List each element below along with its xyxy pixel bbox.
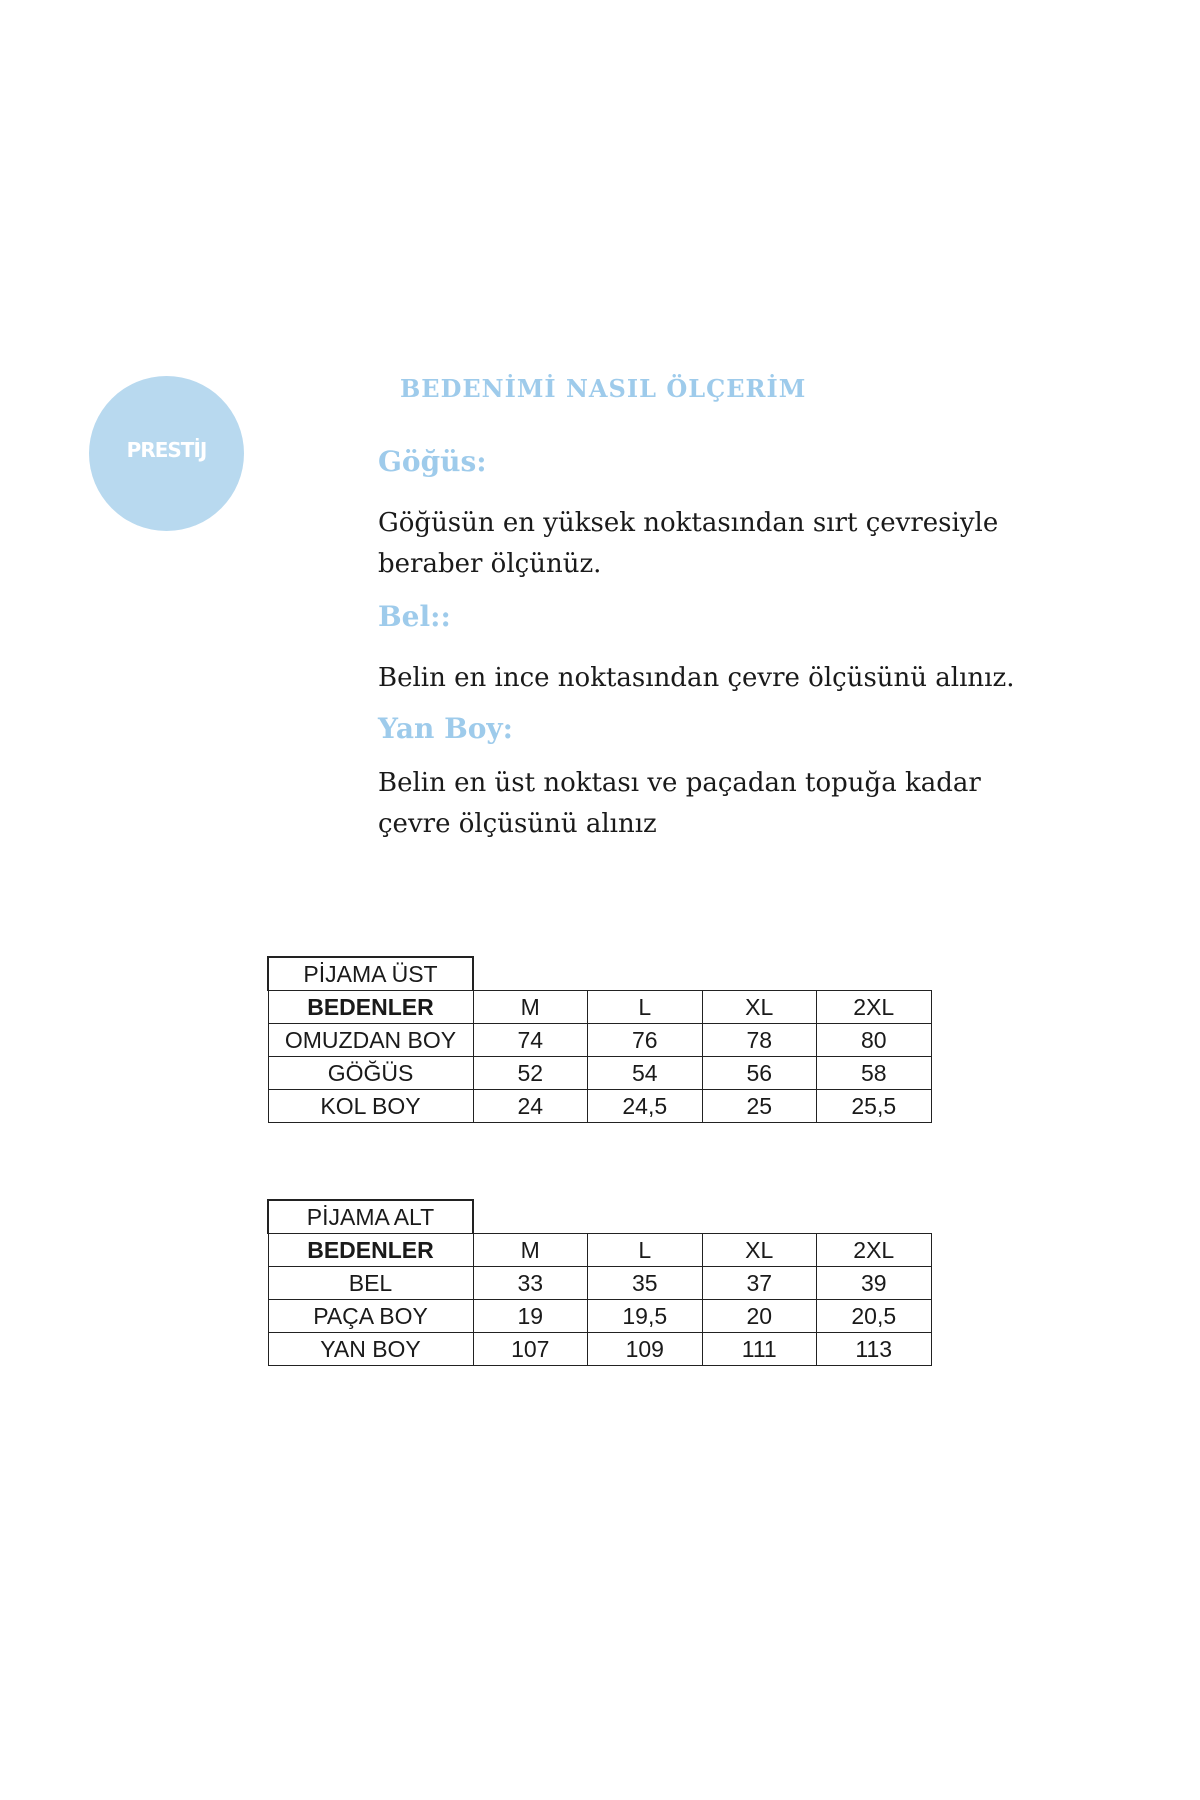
table-header-size: M	[473, 1234, 588, 1267]
brand-logo	[89, 376, 244, 531]
table-row-label: KOL BOY	[268, 1090, 473, 1123]
table-cell: 24	[473, 1090, 588, 1123]
table-caption-row	[268, 1200, 931, 1234]
table-cell: 25,5	[817, 1090, 932, 1123]
table-header-size: XL	[702, 991, 817, 1024]
table-row-label: GÖĞÜS	[268, 1057, 473, 1090]
table-cell: 113	[817, 1333, 932, 1366]
table-cell: 20	[702, 1300, 817, 1333]
table-header-label: BEDENLER	[268, 1234, 473, 1267]
table-cell: 54	[588, 1057, 703, 1090]
section-heading-yan-boy: Yan Boy:	[378, 712, 514, 745]
table-cell: 37	[702, 1267, 817, 1300]
table-cell: 56	[702, 1057, 817, 1090]
section-body-line: Göğüsün en yüksek noktasından sırt çevresiyle	[378, 508, 999, 538]
table-cell: 39	[817, 1267, 932, 1300]
table-caption-row	[268, 957, 931, 991]
table-cell: 111	[702, 1333, 817, 1366]
section-heading-bel: Bel::	[378, 600, 451, 633]
table-row-label: OMUZDAN BOY	[268, 1024, 473, 1057]
table-cell: 20,5	[817, 1300, 932, 1333]
table-header-row	[268, 991, 931, 1024]
table-header-row	[268, 1234, 931, 1267]
page-title: BEDENİMİ NASIL ÖLÇERİM	[400, 374, 807, 403]
table-cell: 109	[588, 1333, 703, 1366]
table-header-label: BEDENLER	[268, 991, 473, 1024]
table-cell: 19,5	[588, 1300, 703, 1333]
table-cell: 58	[817, 1057, 932, 1090]
section-heading-gogus: Göğüs:	[378, 445, 487, 478]
table-cell: 107	[473, 1333, 588, 1366]
size-table-top	[267, 956, 932, 1123]
table-row	[268, 1057, 931, 1090]
table-row-label: YAN BOY	[268, 1333, 473, 1366]
table-cell: 24,5	[588, 1090, 703, 1123]
table-cell: 35	[588, 1267, 703, 1300]
section-body-line: Belin en ince noktasından çevre ölçüsünü alınız.	[378, 663, 1015, 693]
table-row	[268, 1300, 931, 1333]
table-header-size: 2XL	[817, 1234, 932, 1267]
table-row	[268, 1267, 931, 1300]
table-row	[268, 1024, 931, 1057]
table-header-size: XL	[702, 1234, 817, 1267]
section-body-gogus	[378, 503, 1118, 585]
table-header-size: L	[588, 1234, 703, 1267]
table-cell: 52	[473, 1057, 588, 1090]
table-row-label: BEL	[268, 1267, 473, 1300]
table-caption: PİJAMA ÜST	[268, 957, 473, 991]
table-cell: 76	[588, 1024, 703, 1057]
size-table-bottom	[267, 1199, 932, 1366]
table-cell: 25	[702, 1090, 817, 1123]
table-cell: 33	[473, 1267, 588, 1300]
table-header-size: L	[588, 991, 703, 1024]
table-row	[268, 1090, 931, 1123]
section-body-line: Belin en üst noktası ve paçadan topuğa kadar	[378, 768, 981, 798]
table-cell: 80	[817, 1024, 932, 1057]
table-header-size: 2XL	[817, 991, 932, 1024]
section-body-bel	[378, 658, 1118, 699]
table-header-size: M	[473, 991, 588, 1024]
section-body-line: çevre ölçüsünü alınız	[378, 809, 657, 839]
table-cell: 74	[473, 1024, 588, 1057]
brand-logo-text: PRESTİJ	[126, 438, 207, 462]
table-row	[268, 1333, 931, 1366]
section-body-yan-boy	[378, 763, 1118, 845]
section-body-line: beraber ölçünüz.	[378, 549, 602, 579]
table-cell: 19	[473, 1300, 588, 1333]
table-caption: PİJAMA ALT	[268, 1200, 473, 1234]
table-row-label: PAÇA BOY	[268, 1300, 473, 1333]
table-cell: 78	[702, 1024, 817, 1057]
